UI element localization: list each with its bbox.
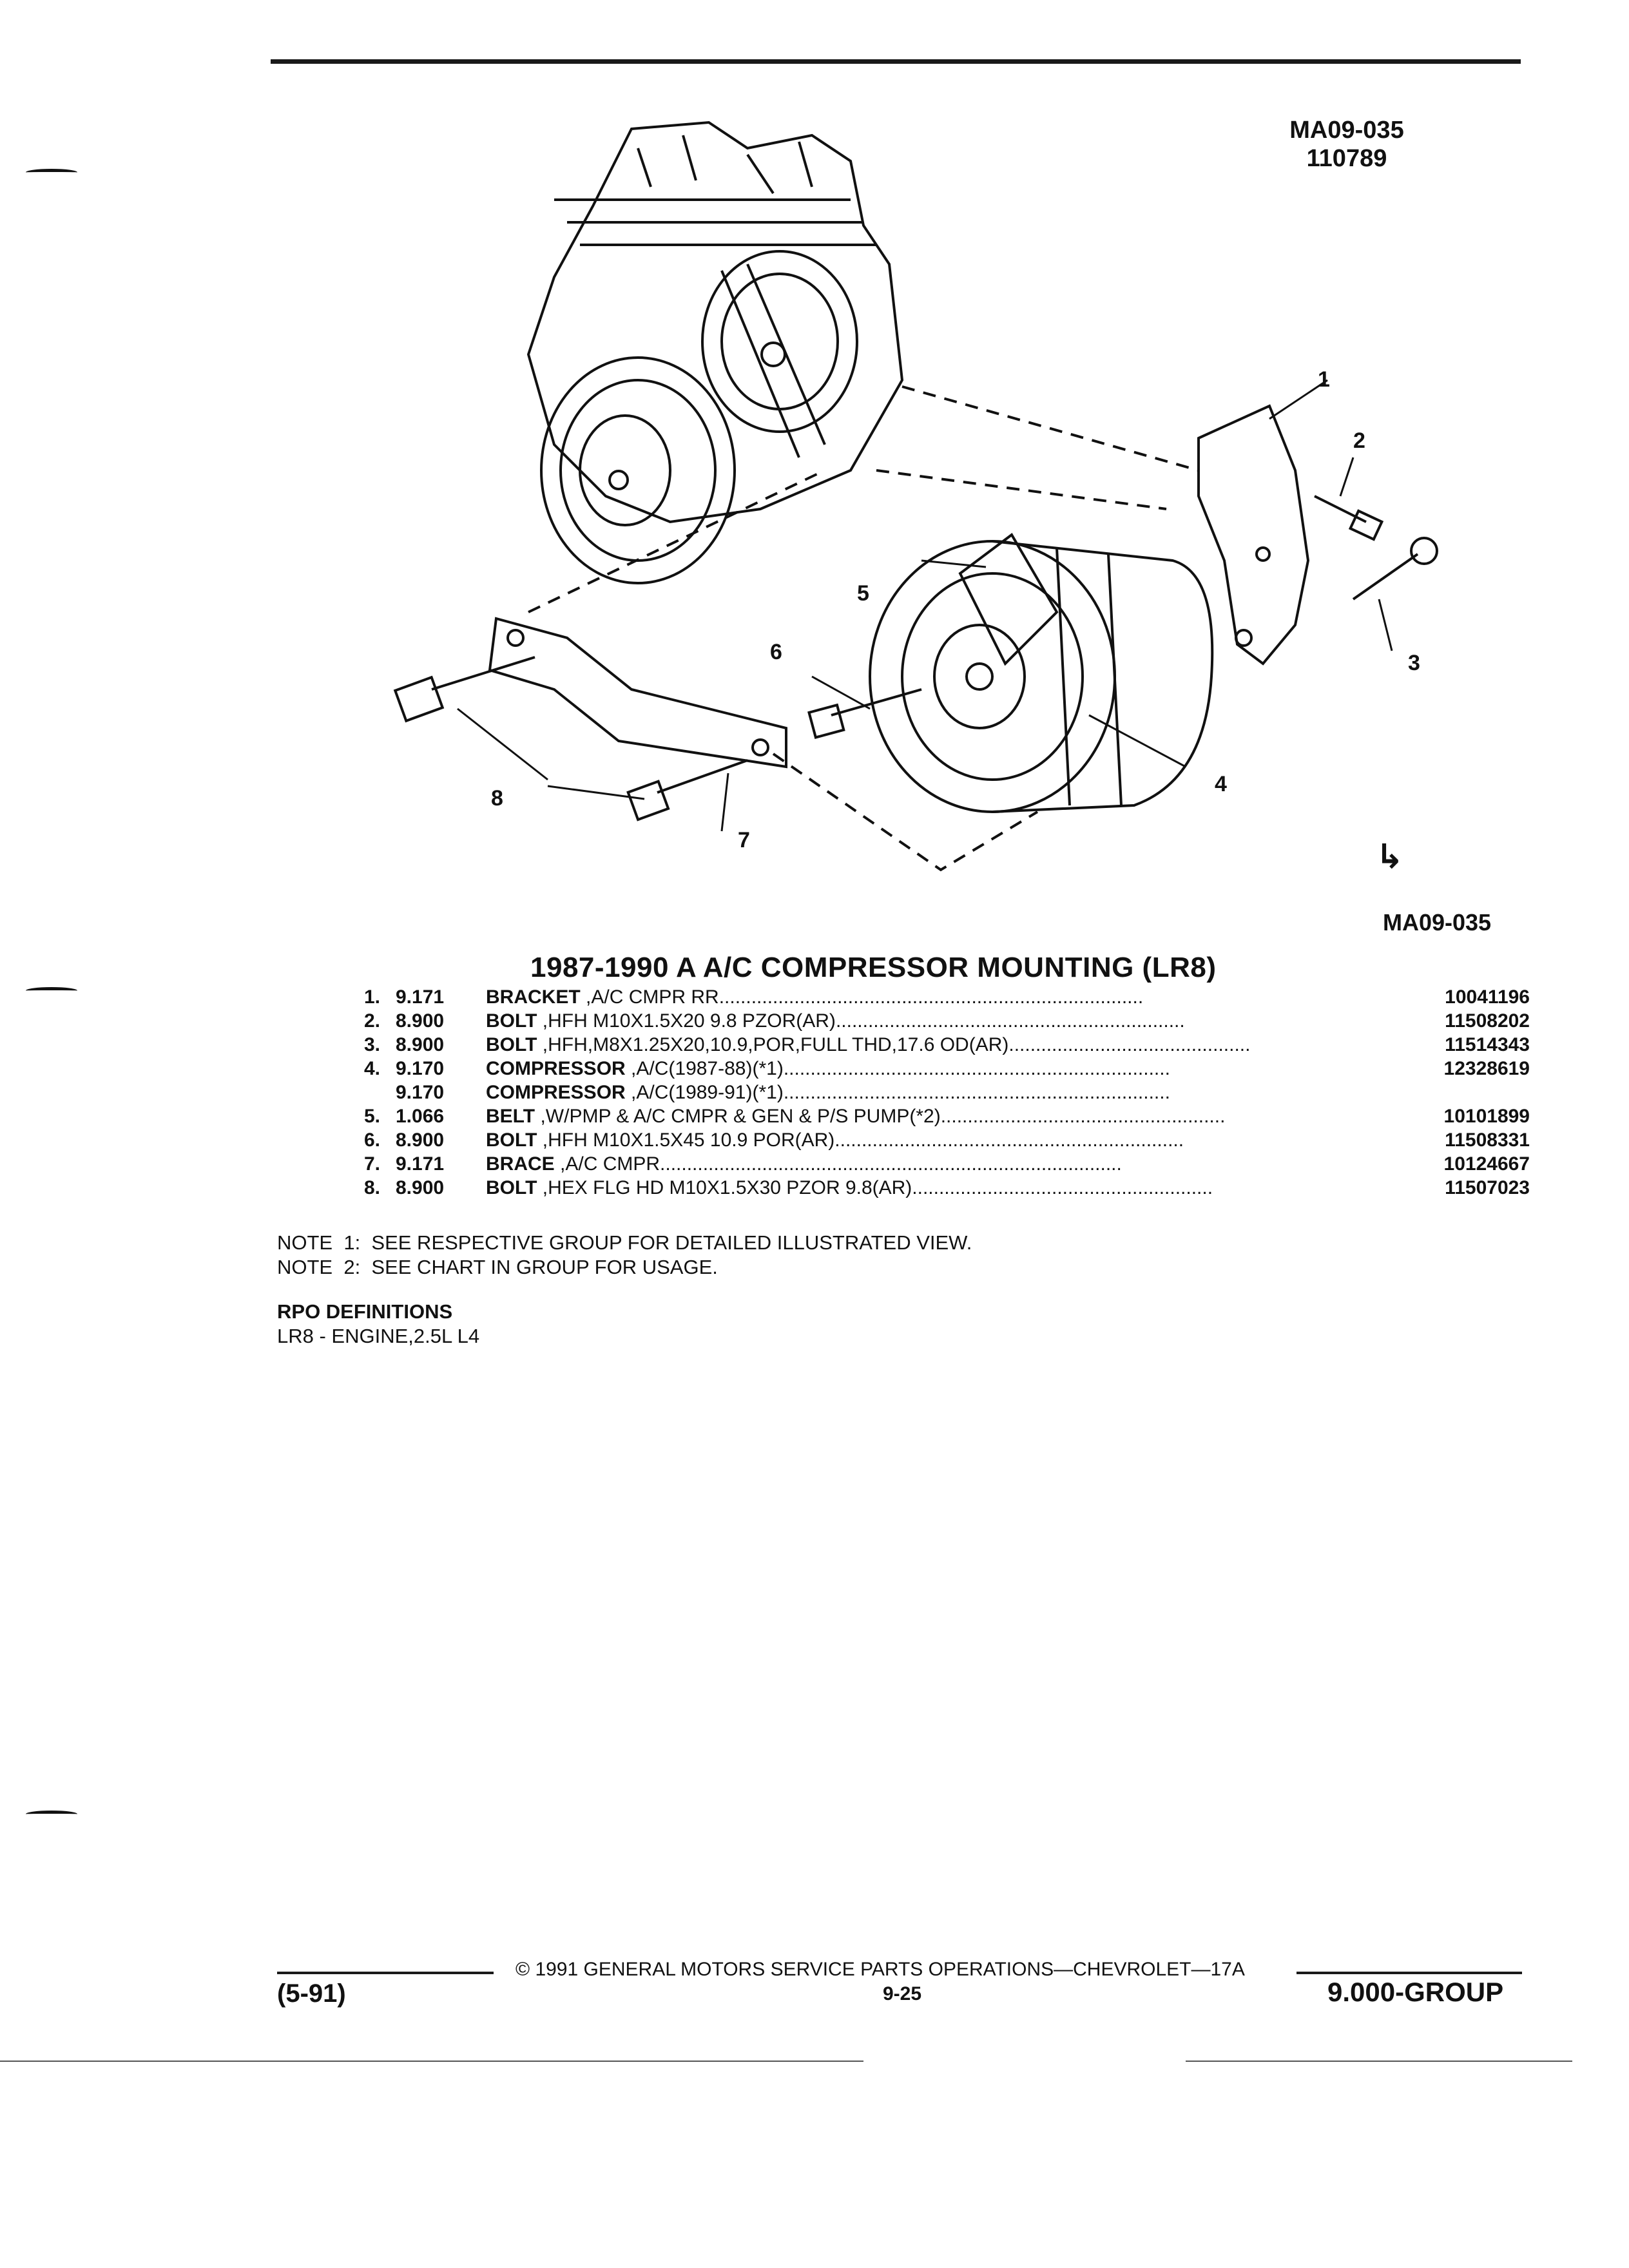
- part-spec: ,A/C(1989-91)(*1): [631, 1082, 784, 1103]
- binder-mark-bottom: [26, 1811, 77, 1818]
- note-2: NOTE 2: SEE CHART IN GROUP FOR USAGE.: [277, 1256, 718, 1278]
- parts-row: [342, 1056, 1530, 1080]
- part-description: [486, 1008, 1401, 1032]
- leader-dots: ......................................................................................: [660, 1153, 1122, 1175]
- part-number: 10101899: [1443, 1106, 1530, 1127]
- leader-dots: ........................................................: [912, 1177, 1213, 1198]
- rpo-definitions: [277, 1300, 479, 1349]
- part-name: BOLT: [486, 1034, 537, 1055]
- part-description: [486, 985, 1401, 1008]
- compressor-brace: [490, 619, 786, 767]
- footer-group: 9.000-GROUP: [1327, 1977, 1504, 2007]
- part-description: [486, 1175, 1401, 1199]
- gm-logo-icon: ↳: [1376, 838, 1404, 876]
- belt-path: [722, 264, 825, 457]
- group-number: 9.170: [396, 1082, 445, 1103]
- bolt-3: [1353, 538, 1437, 599]
- item-number: 3.: [363, 1034, 380, 1055]
- figure-reference-code: MA09-035: [1289, 117, 1404, 144]
- page-title: 1987-1990 A A/C COMPRESSOR MOUNTING (LR8): [530, 952, 1217, 983]
- group-number: 9.170: [396, 1058, 445, 1079]
- parts-list: [342, 985, 1530, 1199]
- part-number: 10124667: [1443, 1153, 1530, 1175]
- part-name: COMPRESSOR: [486, 1058, 626, 1079]
- parts-row: [342, 1151, 1530, 1175]
- group-number: 8.900: [396, 1034, 445, 1055]
- ac-compressor: [870, 541, 1212, 812]
- callout-4: 4: [1215, 772, 1227, 796]
- part-name: BOLT: [486, 1129, 537, 1151]
- part-spec: ,A/C CMPR RR: [586, 986, 719, 1008]
- callout-1: 1: [1318, 367, 1330, 392]
- part-spec: ,A/C(1987-88)(*1): [631, 1058, 784, 1079]
- part-name: BELT: [486, 1106, 535, 1127]
- part-description: [486, 1151, 1401, 1175]
- binder-mark-middle: [26, 987, 77, 994]
- item-number: 1.: [363, 986, 380, 1008]
- page-bottom-rule-right: [1186, 2061, 1572, 2062]
- part-number: 10041196: [1445, 986, 1530, 1008]
- parts-row: [342, 1104, 1530, 1128]
- footer-copyright: © 1991 GENERAL MOTORS SERVICE PARTS OPERATIONS—CHEVROLET—17A: [516, 1959, 1245, 1980]
- leader-dots: ........................................................................: [783, 1082, 1170, 1103]
- leader-dots: .....................................................: [940, 1106, 1226, 1127]
- parts-row: [342, 1128, 1530, 1151]
- rpo-line: LR8 - ENGINE,2.5L L4: [277, 1325, 480, 1347]
- part-spec: ,W/PMP & A/C CMPR & GEN & P/S PUMP(*2): [540, 1106, 941, 1127]
- callout-5: 5: [857, 581, 869, 606]
- part-description: [486, 1032, 1401, 1056]
- leader-dots: .................................................................: [834, 1129, 1184, 1151]
- part-name: BRACE: [486, 1153, 555, 1175]
- part-spec: ,A/C CMPR: [560, 1153, 660, 1175]
- parts-row: [342, 1008, 1530, 1032]
- group-number: 8.900: [396, 1177, 445, 1198]
- item-number: 2.: [363, 1010, 380, 1032]
- item-number: 6.: [363, 1129, 380, 1151]
- bolts-8: [395, 657, 747, 820]
- footer-date-code: (5-91): [277, 1979, 346, 2008]
- part-number: 12328619: [1443, 1058, 1530, 1079]
- part-spec: ,HFH,M8X1.25X20,10.9,POR,FULL THD,17.6 OD(AR): [542, 1034, 1009, 1055]
- group-number: 1.066: [396, 1106, 445, 1127]
- callout-6: 6: [770, 640, 782, 664]
- leader-dots: .................................................................: [835, 1010, 1185, 1032]
- figure-reference-bottom: MA09-035: [1382, 909, 1492, 936]
- callout-7: 7: [738, 828, 750, 852]
- part-description: [486, 1104, 1401, 1128]
- parts-row: [342, 1175, 1530, 1199]
- note-1: NOTE 1: SEE RESPECTIVE GROUP FOR DETAILED ILLUSTRATED VIEW.: [277, 1231, 972, 1254]
- parts-row: [342, 1032, 1530, 1056]
- part-description: [486, 1080, 1401, 1104]
- part-name: BOLT: [486, 1177, 537, 1198]
- part-number: 11507023: [1445, 1177, 1530, 1198]
- part-spec: ,HFH M10X1.5X20 9.8 PZOR(AR): [542, 1010, 836, 1032]
- notes: [277, 1231, 972, 1280]
- group-number: 8.900: [396, 1129, 445, 1151]
- item-number: 7.: [363, 1153, 380, 1175]
- part-name: COMPRESSOR: [486, 1082, 626, 1103]
- group-number: 9.171: [396, 986, 445, 1008]
- part-number: 11508331: [1445, 1129, 1530, 1151]
- part-spec: ,HFH M10X1.5X45 10.9 POR(AR): [542, 1129, 835, 1151]
- part-description: [486, 1056, 1401, 1080]
- binder-mark-top: [26, 169, 77, 176]
- parts-row: [342, 1080, 1530, 1104]
- leader-dots: .............................................: [1008, 1034, 1251, 1055]
- group-number: 9.171: [396, 1153, 445, 1175]
- callout-3: 3: [1408, 651, 1420, 675]
- crankshaft-pulley: [541, 358, 735, 583]
- footer-page-number: 9-25: [883, 1983, 922, 2004]
- item-number: 4.: [363, 1058, 380, 1079]
- part-number: [1401, 1080, 1530, 1104]
- item-number: [342, 1080, 396, 1104]
- bolt-2: [1315, 496, 1382, 539]
- top-rule: [271, 59, 1521, 64]
- callout-2: 2: [1353, 428, 1365, 453]
- item-number: 8.: [363, 1177, 380, 1198]
- leader-dots: ........................................................................: [783, 1058, 1170, 1079]
- footer-rule-left: [277, 1972, 494, 1974]
- page-bottom-rule: [0, 2061, 863, 2062]
- group-number: 8.900: [396, 1010, 445, 1032]
- callout-8: 8: [491, 786, 503, 811]
- part-name: BRACKET: [486, 986, 581, 1008]
- item-number: 5.: [363, 1106, 380, 1127]
- part-description: [486, 1128, 1401, 1151]
- rear-bracket: [1199, 406, 1308, 664]
- parts-row: [342, 985, 1530, 1008]
- figure-reference-date: 110789: [1306, 145, 1387, 172]
- leader-lines: [458, 380, 1392, 831]
- leader-dots: ...............................................................................: [718, 986, 1144, 1008]
- footer-rule-right: [1296, 1972, 1522, 1974]
- part-name: BOLT: [486, 1010, 537, 1032]
- part-number: 11514343: [1445, 1034, 1530, 1055]
- rpo-heading: RPO DEFINITIONS: [277, 1300, 453, 1323]
- part-spec: ,HEX FLG HD M10X1.5X30 PZOR 9.8(AR): [542, 1177, 912, 1198]
- compressor-mounting-illustration: [361, 110, 1469, 876]
- part-number: 11508202: [1445, 1010, 1530, 1032]
